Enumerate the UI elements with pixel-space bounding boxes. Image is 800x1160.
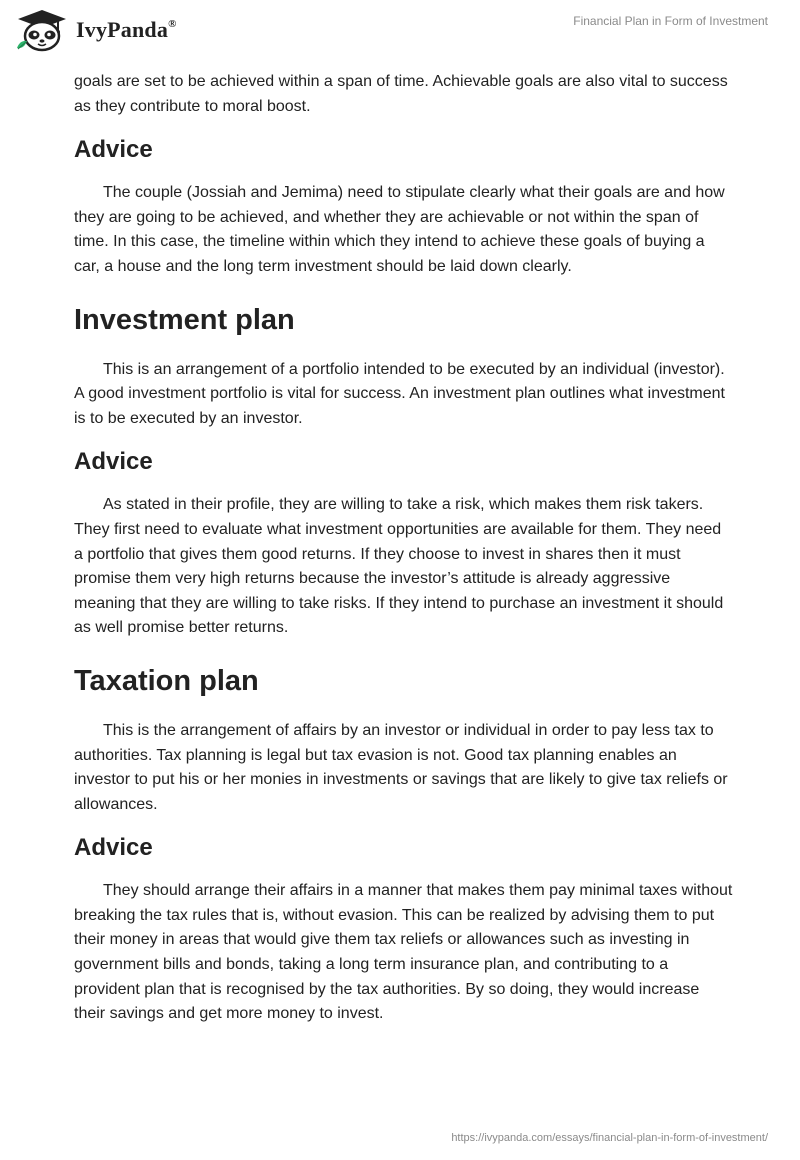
investment-plan-paragraph: This is an arrangement of a portfolio intended to be executed by an individual (investor). A good investment portfolio is vital for success. An investment plan outlines what investment is to be executed by an investor. (74, 360, 725, 427)
advice-heading-2: Advice (74, 448, 153, 476)
essay-body (74, 70, 734, 1027)
advice-paragraph-1: The couple (Jossiah and Jemima) need to stipulate clearly what their goals are and how they are going to be achieved, and whether they are achievable or not within the span of time. In this case, the timeline within which they intend to achieve these goals of buying a car, a house and the long term investment should be laid down clearly. (74, 184, 725, 275)
advice-paragraph-2: As stated in their profile, they are willing to take a risk, which makes them risk takers. They first need to evaluate what investment opportunities are available for them. They need a portfolio that gives them good returns. If they choose to invest in shares then it must promise them very high returns because the investor’s attitude is already aggressive meaning that they are willing to take risks. If they intend to purchase an investment it should as well promise better returns. (74, 496, 724, 637)
advice-heading-3: Advice (74, 834, 153, 862)
brand-name: IvyPanda® (76, 17, 177, 42)
advice-heading-1: Advice (74, 136, 153, 164)
page-header (0, 0, 800, 70)
intro-paragraph: goals are set to be achieved within a span of time. Achievable goals are also vital to success as they contribute to moral boost. (74, 73, 728, 115)
taxation-plan-heading: Taxation plan (74, 664, 259, 697)
document-title: Financial Plan in Form of Investment (573, 14, 768, 28)
advice-paragraph-3: They should arrange their affairs in a manner that makes them pay minimal taxes without breaking the tax rules that is, without evasion. This can be realized by advising them to put their money in areas that would give them tax reliefs or allowances such as investing in government bills and bonds, taking a long term insurance plan, and contributing to a provident plan that is recognised by the tax authorities. By so doing, they would increase their savings and get more money to invest. (74, 882, 733, 1023)
brand-logo[interactable] (14, 8, 177, 52)
source-url-link[interactable]: https://ivypanda.com/essays/financial-plan-in-form-of-investment/ (451, 1132, 768, 1144)
registered-mark: ® (168, 17, 177, 30)
investment-plan-heading: Investment plan (74, 303, 295, 336)
panda-mascot-icon (14, 8, 70, 52)
taxation-plan-paragraph: This is the arrangement of affairs by an investor or individual in order to pay less tax to authorities. Tax planning is legal but tax evasion is not. Good tax planning enables an investor to put his or her monies in investments or savings that are likely to give tax reliefs or allowances. (74, 721, 728, 813)
